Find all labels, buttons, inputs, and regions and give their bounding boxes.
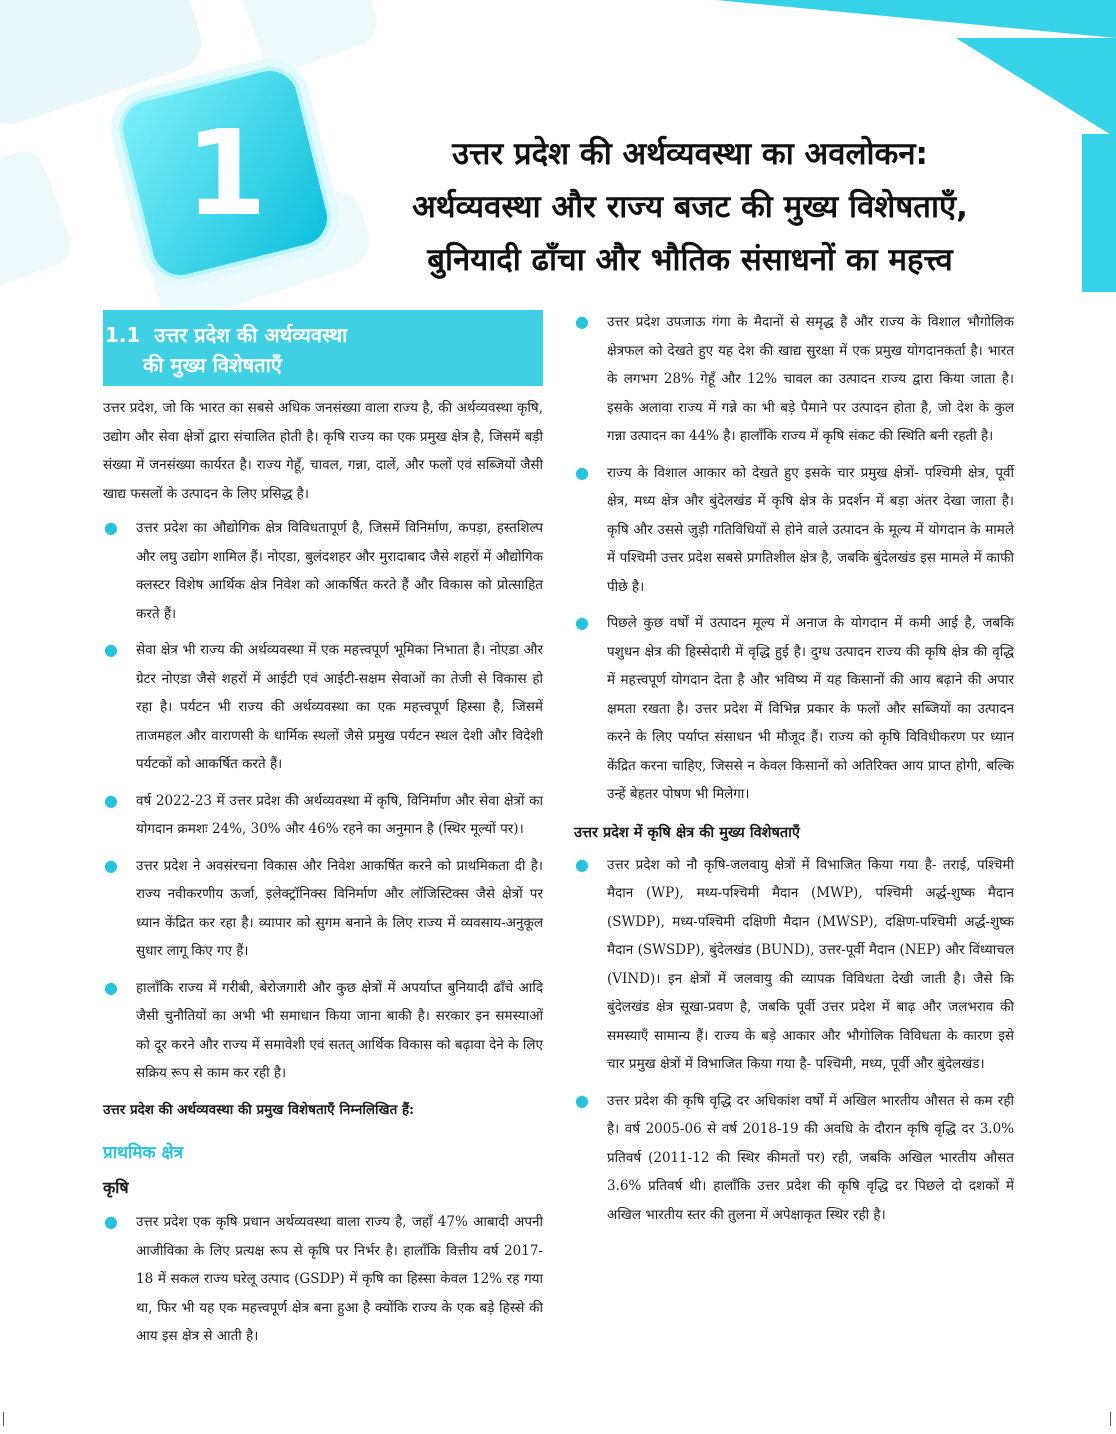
crop-mark (1110, 1412, 1111, 1426)
bullet-icon: ● (575, 312, 589, 331)
key-features-lead: उत्तर प्रदेश की अर्थव्यवस्था की प्रमुख विशेषताएँ निम्नलिखित हैं: (103, 1101, 415, 1118)
list-item: ● उत्तर प्रदेश ने अवसंरचना विकास और निवेश आकर्षित करने को प्राथमिकता दी है। राज्य नवीकरणीय ऊर्जा, इलेक्ट्रॉनिक्स विनिर्माण और लॉजिस्टिक्स जैसे क्षेत्रों पर ध्यान केंद्रित कर रहा है। व्यापार को सुगम बनाने के लिए राज्य में व्यवसाय-अनुकूल सुधार लागू किए गए हैं। (103, 852, 543, 966)
bullet-icon: ● (104, 640, 118, 659)
list-item: ● उत्तर प्रदेश को नौ कृषि-जलवायु क्षेत्रों में विभाजित किया गया है- तराई, पश्चिमी मैदान (WP), मध्य-पश्चिमी मैदान (MWP), पश्चिमी अर्द्ध-शुष्क मैदान (SWDP), मध्य-पश्चिमी दक्षिणी मैदान (MWSP), दक्षिण-पश्चिमी अर्द्ध-शुष्क मैदान (SWSDP), बुंदेलखंड (BUND), उत्तर-पूर्वी मैदान (NEP) और विंध्याचल (VIND)। इन क्षेत्रों में जलवायु की व्यापक विविधता देखी जाती है। जैसे कि बुंदेलखंड क्षेत्र सूखा-प्रवण है, जबकि पूर्वी उत्तर प्रदेश में बाढ़ और जलभराव की समस्याएँ सामान्य हैं। राज्य के बड़े आकार और भौगोलिक विविधता के कारण इसे चार प्रमुख क्षेत्रों में विभाजित किया गया है- पश्चिमी, मध्य, पूर्वी और बुंदेलखंड। (574, 851, 1014, 1079)
bullet-list (103, 1208, 543, 1351)
bullet-list (574, 308, 1014, 809)
section-title: उत्तर प्रदेश की अर्थव्यवस्था (154, 323, 348, 347)
background-shape (0, 145, 77, 295)
chapter-title-line: बुनियादी ढाँचा और भौतिक संसाधनों का महत्त्व (427, 242, 953, 278)
section-title-line2: की मुख्य विशेषताएँ (143, 353, 282, 377)
edge-accent-strip (1082, 134, 1116, 292)
section-number: 1.1 (105, 323, 141, 347)
bullet-list (103, 514, 543, 1088)
agri-features-heading: उत्तर प्रदेश में कृषि क्षेत्र की मुख्य विशेषताएँ (574, 824, 800, 841)
list-item: ● उत्तर प्रदेश उपजाऊ गंगा के मैदानों से समृद्ध है और राज्य के विशाल भौगोलिक क्षेत्रफल को देखते हुए यह देश की खाद्य सुरक्षा में एक प्रमुख योगदानकर्ता है। भारत के लगभग 28% गेहूँ और 12% चावल का उत्पादन राज्य द्वारा किया जाता है। इसके अलावा राज्य में गन्ने का भी बड़े पैमाने पर उत्पादन होता है, जो देश के कुल गन्ना उत्पादन का 44% है। हालाँकि राज्य में कृषि संकट की स्थिति बनी रहती है। (574, 308, 1014, 451)
bullet-icon: ● (575, 854, 589, 874)
list-item: ● राज्य के विशाल आकार को देखते हुए इसके चार प्रमुख क्षेत्रों- पश्चिमी क्षेत्र, पूर्वी क्षेत्र, मध्य क्षेत्र और बुंदेलखंड में कृषि क्षेत्र के प्रदर्शन में बड़ा अंतर देखा जाता है। कृषि और उससे जुड़ी गतिविधियों से होने वाले उत्पादन के मूल्य में योगदान के मामले में पश्चिमी उत्तर प्रदेश सबसे प्रगतिशील क्षेत्र है, जबकि बुंदेलखंड इस मामले में काफी पीछे है। (574, 459, 1014, 602)
list-item: ● उत्तर प्रदेश की कृषि वृद्धि दर अधिकांश वर्षों में अखिल भारतीय औसत से कम रही है। वर्ष 2005-06 से वर्ष 2018-19 की अवधि के दौरान कृषि वृद्धि दर 3.0% प्रतिवर्ष (2011-12 की स्थिर कीमतों पर) रही, जबकि अखिल भारतीय औसत 3.6% प्रतिवर्ष थी। हालाँकि उत्तर प्रदेश की कृषि वृद्धि दर पिछले दो दशकों में अखिल भारतीय स्तर की तुलना में अपेक्षाकृत स्थिर रही है। (574, 1087, 1014, 1230)
bullet-icon: ● (104, 1212, 118, 1231)
list-item: ● हालाँकि राज्य में गरीबी, बेरोजगारी और कुछ क्षेत्रों में अपर्याप्त बुनियादी ढाँचे आदि जैसी चुनौतियों का अभी भी समाधान किया जाना बाकी है। सरकार इन समस्याओं को दूर करने और राज्य में समावेशी एवं सतत् आर्थिक विकास को बढ़ावा देने के लिए सक्रिय रूप से काम कर रही है। (103, 974, 543, 1088)
primary-sector-heading: प्राथमिक क्षेत्र (103, 1143, 184, 1163)
list-item: ● वर्ष 2022-23 में उत्तर प्रदेश की अर्थव्यवस्था में कृषि, विनिर्माण और सेवा क्षेत्रों का योगदान क्रमशः 24%, 30% और 46% रहने का अनुमान है (स्थिर मूल्यों पर)। (103, 787, 543, 844)
bullet-icon: ● (104, 855, 118, 875)
bullet-icon: ● (104, 977, 118, 997)
left-column (103, 310, 543, 1359)
corner-accent (716, 0, 1116, 38)
list-item: ● पिछले कुछ वर्षों में उत्पादन मूल्य में अनाज के योगदान में कमी आई है, जबकि पशुधन क्षेत्र की हिस्सेदारी में वृद्धि हुई है। दुग्ध उत्पादन राज्य की कृषि क्षेत्र की वृद्धि में महत्त्वपूर्ण योगदान देता है और भविष्य में यह किसानों की आय बढ़ाने की अपार क्षमता रखता है। उत्तर प्रदेश में विभिन्न प्रकार के फलों और सब्जियों का उत्पादन करने के लिए पर्याप्त संसाधन भी मौजूद हैं। राज्य को कृषि विविधीकरण पर ध्यान केंद्रित करना चाहिए, जिससे न केवल किसानों को अतिरिक्त आय प्राप्त होगी, बल्कि उन्हें बेहतर पोषण भी मिलेगा। (574, 609, 1014, 809)
agriculture-heading: कृषि (103, 1178, 129, 1197)
list-item: ● उत्तर प्रदेश का औद्योगिक क्षेत्र विविधतापूर्ण है, जिसमें विनिर्माण, कपड़ा, हस्तशिल्प और लघु उद्योग शामिल हैं। नोएडा, बुलंदशहर और मुरादाबाद जैसे शहरों में औद्योगिक क्लस्टर विशेष आर्थिक क्षेत्र निवेश को आकर्षित करते हैं और विकास को प्रोत्साहित करते हैं। (103, 514, 543, 628)
list-item: ● सेवा क्षेत्र भी राज्य की अर्थव्यवस्था में एक महत्त्वपूर्ण भूमिका निभाता है। नोएडा और ग्रेटर नोएडा जैसे शहरों में आईटी एवं आईटी-सक्षम सेवाओं का तेजी से विकास हो रहा है। पर्यटन भी राज्य की अर्थव्यवस्था का एक महत्त्वपूर्ण हिस्सा है, जिसमें ताजमहल और वाराणसी के धार्मिक स्थलों जैसे प्रमुख पर्यटन स्थल देशी और विदेशी पर्यटकों को आकर्षित करते हैं। (103, 636, 543, 779)
bullet-icon: ● (575, 613, 589, 632)
list-item: ● उत्तर प्रदेश एक कृषि प्रधान अर्थव्यवस्था वाला राज्य है, जहाँ 47% आबादी अपनी आजीविका के लिए प्रत्यक्ष रूप से कृषि पर निर्भर है। हालाँकि वित्तीय वर्ष 2017-18 में सकल राज्य घरेलू उत्पाद (GSDP) में कृषि का हिस्सा केवल 12% रह गया था, फिर भी यह एक महत्त्वपूर्ण क्षेत्र बना हुआ है क्योंकि राज्य के एक बड़े हिस्से की आय इस क्षेत्र से आती है। (103, 1208, 543, 1351)
chapter-number: 1 (184, 104, 268, 242)
right-column (574, 308, 1014, 1237)
bullet-list (574, 851, 1014, 1230)
chapter-title-line: अर्थव्यवस्था और राज्य बजट की मुख्य विशेषताएँ, (412, 189, 968, 225)
chapter-title-line: उत्तर प्रदेश की अर्थव्यवस्था का अवलोकन: (452, 136, 928, 172)
bullet-icon: ● (104, 518, 118, 537)
bullet-icon: ● (104, 790, 118, 810)
background-shape (237, 0, 384, 78)
bullet-icon: ● (575, 1090, 589, 1110)
crop-mark (3, 1412, 4, 1426)
corner-accent (956, 38, 1116, 138)
section-banner (103, 310, 543, 386)
intro-paragraph: उत्तर प्रदेश, जो कि भारत का सबसे अधिक जनसंख्या वाला राज्य है, की अर्थव्यवस्था कृषि, उद्योग और सेवा क्षेत्रों द्वारा संचालित होती है। कृषि राज्य का एक प्रमुख क्षेत्र है, जिसमें बड़ी संख्या में जनसंख्या कार्यरत है। राज्य गेहूँ, चावल, गन्ना, दालें, और फलों एवं सब्जियों जैसी खाद्य फसलों के उत्पादन के लिए प्रसिद्ध है। (103, 400, 543, 502)
bullet-icon: ● (575, 462, 589, 482)
chapter-title (330, 128, 1050, 287)
